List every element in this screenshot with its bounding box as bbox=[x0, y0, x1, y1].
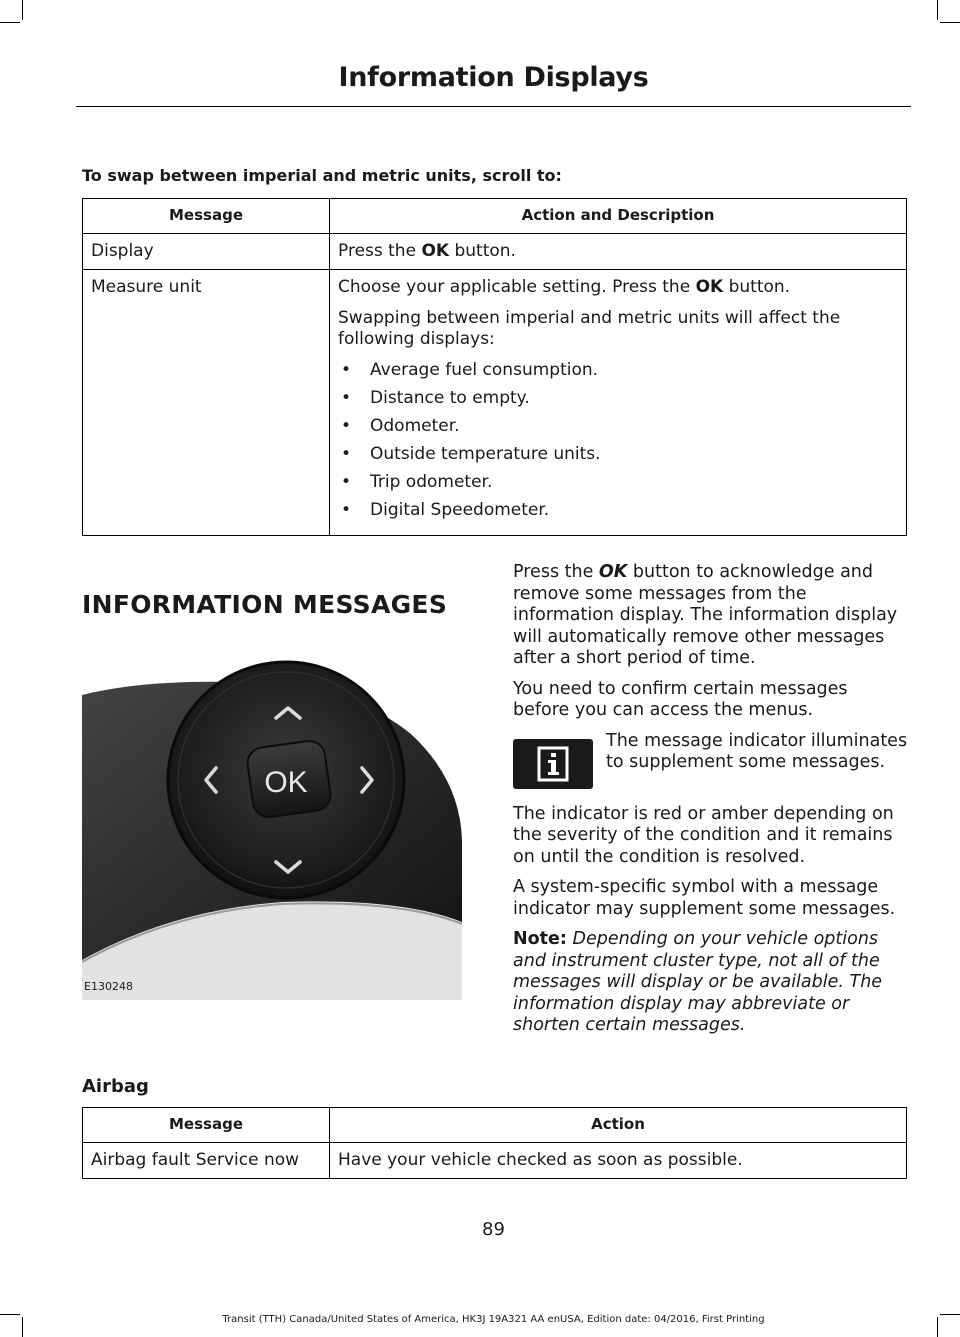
cell-message-measure-unit: Measure unit bbox=[83, 270, 330, 536]
footer-text: Transit (TTH) Canada/United States of America, HK3J 19A321 AA enUSA, Edition date: 04/2016, First Printing bbox=[222, 1314, 765, 1325]
paragraph bbox=[513, 562, 908, 670]
page-number: 89 bbox=[482, 1219, 505, 1240]
action-instruction bbox=[338, 277, 898, 298]
airbag-header-action: Action bbox=[330, 1108, 907, 1143]
list-item: • Distance to empty. bbox=[338, 388, 898, 409]
crop-mark-bottom-left bbox=[0, 1314, 20, 1315]
crop-mark-top-right bbox=[937, 0, 938, 20]
indicator-description: The message indicator illuminates to supplement some messages. bbox=[606, 730, 908, 772]
information-messages-text bbox=[513, 562, 908, 1046]
figure-id: E130248 bbox=[84, 980, 133, 993]
note-text: Depending on your vehicle options and instrument cluster type, not all of the messages will display or be available. The information display may abbreviate or shorten certain messages. bbox=[513, 929, 883, 1035]
units-table bbox=[82, 198, 907, 536]
units-header-action: Action and Description bbox=[330, 199, 907, 234]
section-heading-information-messages: INFORMATION MESSAGES bbox=[82, 590, 448, 619]
paragraph-text: Press the bbox=[513, 562, 599, 582]
action-text: Press the bbox=[338, 241, 422, 261]
crop-mark-top-left bbox=[22, 0, 23, 20]
action-text: button. bbox=[449, 241, 516, 261]
ok-keyword: OK bbox=[695, 277, 724, 297]
table-row bbox=[83, 234, 907, 270]
note bbox=[513, 929, 908, 1037]
cell-message-airbag: Airbag fault Service now bbox=[83, 1143, 330, 1179]
message-indicator-row bbox=[513, 731, 908, 795]
affected-displays-list bbox=[338, 360, 898, 521]
ok-keyword: OK bbox=[598, 562, 628, 582]
units-table-header-row bbox=[83, 199, 907, 234]
paragraph: A system-specific symbol with a message indicator may supplement some messages. bbox=[513, 877, 896, 919]
airbag-table bbox=[82, 1107, 907, 1179]
list-item: • Outside temperature units. bbox=[338, 444, 898, 465]
action-text: Choose your applicable setting. Press the bbox=[338, 277, 696, 297]
crop-mark-top-right bbox=[940, 22, 960, 23]
table-row bbox=[83, 270, 907, 536]
list-item: • Trip odometer. bbox=[338, 472, 898, 493]
list-item: • Odometer. bbox=[338, 416, 898, 437]
paragraph-text: button to acknowledge and remove some messages from the information display. The information display will automatically remove other messages after a short period of time. bbox=[513, 562, 898, 668]
paragraph: The indicator is red or amber depending on the severity of the condition and it remains on until the condition is resolved. bbox=[513, 803, 894, 867]
crop-mark-bottom-right bbox=[940, 1314, 960, 1315]
cell-message-display: Display bbox=[83, 234, 330, 270]
table-row bbox=[83, 1143, 907, 1179]
crop-mark-top-left bbox=[0, 22, 20, 23]
steering-wheel-controls-illustration bbox=[82, 640, 462, 1000]
cell-action-display bbox=[330, 234, 907, 270]
header-rule bbox=[76, 106, 911, 107]
list-item: • Average fuel consumption. bbox=[338, 360, 898, 381]
crop-mark-bottom-left bbox=[22, 1317, 23, 1337]
paragraph: You need to confirm certain messages before you can access the menus. bbox=[513, 678, 848, 720]
ok-button-label: OK bbox=[264, 766, 308, 799]
airbag-table-header-row bbox=[83, 1108, 907, 1143]
action-description: Swapping between imperial and metric units will affect the following displays: bbox=[338, 308, 841, 349]
ok-keyword: OK bbox=[421, 241, 450, 261]
page-header-title: Information Displays bbox=[338, 62, 649, 93]
airbag-header-message: Message bbox=[83, 1108, 330, 1143]
message-indicator-icon bbox=[513, 739, 593, 789]
units-lead-text: To swap between imperial and metric units, scroll to: bbox=[82, 166, 562, 185]
cell-action-airbag: Have your vehicle checked as soon as possible. bbox=[330, 1143, 907, 1179]
crop-mark-bottom-right bbox=[937, 1317, 938, 1337]
subheading-airbag: Airbag bbox=[82, 1076, 149, 1097]
units-header-message: Message bbox=[83, 199, 330, 234]
note-label: Note: bbox=[513, 929, 567, 949]
action-text: button. bbox=[723, 277, 791, 297]
list-item: • Digital Speedometer. bbox=[338, 500, 898, 521]
cell-action-measure-unit bbox=[330, 270, 907, 536]
